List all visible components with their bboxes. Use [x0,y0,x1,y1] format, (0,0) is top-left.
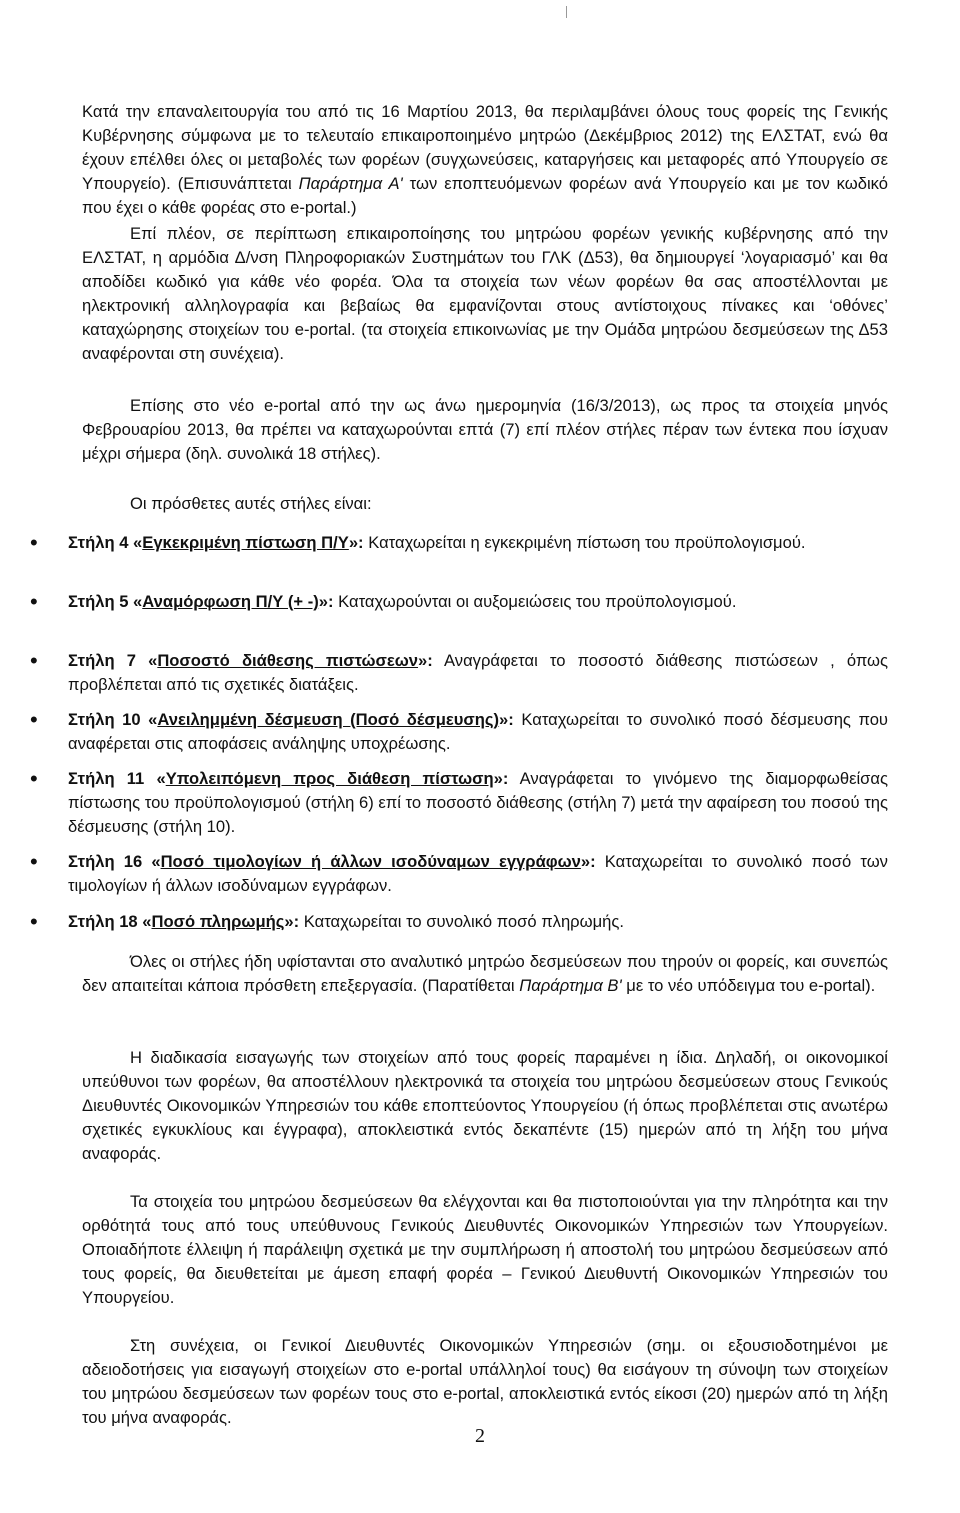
paragraph-8: Στη συνέχεια, οι Γενικοί Διευθυντές Οικονομικών Υπηρεσιών (σημ. οι εξουσιοδοτημένοι με αδειοδοτήσεις για εισαγωγή στοιχείων στο e-portal υπάλληλοί τους) θα εισάγουν τη σύνοψη των στοιχείων του μητρώου δεσμεύσεων των φορέων τους στο e-portal, αποκλειστικά εντός είκοσι (20) ημερών από τη λήξη του μήνα αναφοράς. [82,1336,888,1427]
paragraph-1: Κατά την επαναλειτουργία του από τις 16 Μαρτίου 2013, θα περιλαμβάνει όλους τους φορείς της Γενικής Κυβέρνησης σύμφωνα με το τελευταίο επικαιροποιημένο μητρώο (Δεκέμβριος 2012) της ΕΛΣΤΑΤ, ενώ θα έχουν επέλθει όλες οι μεταβολές των φορέων (συγχωνεύσεις, καταργήσεις και μεταφορές από Υπουργείο σε Υπουργείο). (Επισυνάπτεται Παράρτημα Α' των εποπτευόμενων φορέων ανά Υπουργείο και με τον κωδικό που έχει ο κάθε φορέας στο e-portal.) [82,102,888,217]
bullet-item: • Στήλη 18 «Ποσό πληρωμής»: Καταχωρείται το συνολικό ποσό πληρωμής. [30,909,624,934]
bullet-item: • Στήλη 11 «Υπολειπόμενη προς διάθεση πίστωση»: Αναγράφεται το γινόμενο της διαμορφωθείσας πίστωσης του προϋπολογισμού (στήλη 6) επί το ποσοστό διάθεσης (στήλη 7) μετά την αφαίρεση του ποσού της δέσμευσης (στήλη 10). [30,766,888,836]
bullet-item: • Στήλη 16 «Ποσό τιμολογίων ή άλλων ισοδύναμων εγγράφων»: Καταχωρείται το συνολικό ποσό των τιμολογίων ή άλλων ισοδύναμων εγγράφων. [30,849,888,895]
bullet-item: • Στήλη 5 «Αναμόρφωση Π/Υ (+ -)»: Καταχωρούνται οι αυξομειώσεις του προϋπολογισμού. [30,589,737,614]
bullet-item: • Στήλη 10 «Ανειλημμένη δέσμευση (Ποσό δέσμευσης)»: Καταχωρείται το συνολικό ποσό δέσμευσης που αναφέρεται στις αποφάσεις ανάληψης υποχρέωσης. [30,707,888,753]
paragraph-6: Η διαδικασία εισαγωγής των στοιχείων από τους φορείς παραμένει η ίδια. Δηλαδή, οι οικονομικοί υπεύθυνοι των φορέων, θα αποστέλλουν ηλεκτρονικά τα στοιχεία του μητρώου δεσμεύσεων στους Γενικούς Διευθυντές Οικονομικών Υπηρεσιών του κάθε εποπτεύοντος Υπουργείου (ή όπως προβλέπεται στις ανωτέρω σχετικές εγκυκλίους και έγγραφα), αποκλειστικά εντός δεκαπέντε (15) ημερών από τη λήξη του μήνα αναφοράς. [82,1048,888,1163]
bullet-icon: • [30,530,38,555]
paragraph-5: Όλες οι στήλες ήδη υφίστανται στο αναλυτικό μητρώο δεσμεύσεων που τηρούν οι φορείς, και συνεπώς δεν απαιτείται κάποια πρόσθετη επεξεργασία. (Παρατίθεται Παράρτημα Β' με το νέο υπόδειγμα του e-portal). [82,952,888,995]
paragraph-4: Οι πρόσθετες αυτές στήλες είναι: [130,494,372,513]
bullet-item: • Στήλη 4 «Εγκεκριμένη πίστωση Π/Υ»: Καταχωρείται η εγκεκριμένη πίστωση του προϋπολογισμού. [30,530,806,555]
paragraph-2: Επί πλέον, σε περίπτωση επικαιροποίησης του μητρώου φορέων γενικής κυβέρνησης από την ΕΛΣΤΑΤ, η αρμόδια Δ/νση Πληροφοριακών Συστημάτων του ΓΛΚ (Δ53), θα δημιουργεί ‘λογαριασμό’ και θα αποδίδει κωδικό για κάθε νέο φορέα. Όλα τα στοιχεία των νέων φορέων θα σας αποστέλλονται με ηλεκτρονική αλληλογραφία και βεβαίως θα εμφανίζονται στους αντίστοιχους πίνακες και ‘οθόνες’ καταχώρησης στοιχείων του e-portal. (τα στοιχεία επικοινωνίας με την Ομάδα μητρώου δεσμεύσεων της Δ53 αναφέρονται στη συνέχεια). [82,224,888,363]
paragraph-7: Τα στοιχεία του μητρώου δεσμεύσεων θα ελέγχονται και θα πιστοποιούνται για την πληρότητα και την ορθότητά τους από τους υπεύθυνους Γενικούς Διευθυντές Οικονομικών Υπηρεσιών των Υπουργείων. Οποιαδήποτε έλλειψη ή παράλειψη σχετικά με την συμπλήρωση ή αποστολή του μητρώου δεσμεύσεων από τους φορείς, θα διευθετείται με άμεση επαφή φορέα – Γενικού Διευθυντή Οικονομικών Υπηρεσιών του Υπουργείου. [82,1192,888,1307]
page-number: 2 [475,1425,485,1447]
annex-a-reference: Παράρτημα Α' [298,174,403,193]
bullet-icon: • [30,707,38,732]
bullet-icon: • [30,849,38,874]
bullet-icon: • [30,589,38,614]
paragraph-3: Επίσης στο νέο e-portal από την ως άνω ημερομηνία (16/3/2013), ως προς τα στοιχεία μηνός Φεβρουαρίου 2013, θα πρέπει να καταχωρούνται επτά (7) επί πλέον στήλες πέραν των έντεκα που ίσχυαν μέχρι σήμερα (δηλ. συνολικά 18 στήλες). [82,396,888,463]
scan-mark [566,6,567,18]
bullet-item: • Στήλη 7 «Ποσοστό διάθεσης πιστώσεων»: Αναγράφεται το ποσοστό διάθεσης πιστώσεων , όπως προβλέπεται από τις σχετικές διατάξεις. [30,648,888,694]
bullet-icon: • [30,648,38,673]
bullet-icon: • [30,909,38,934]
annex-b-reference: Παράρτημα Β' [519,976,622,995]
bullet-icon: • [30,766,38,791]
